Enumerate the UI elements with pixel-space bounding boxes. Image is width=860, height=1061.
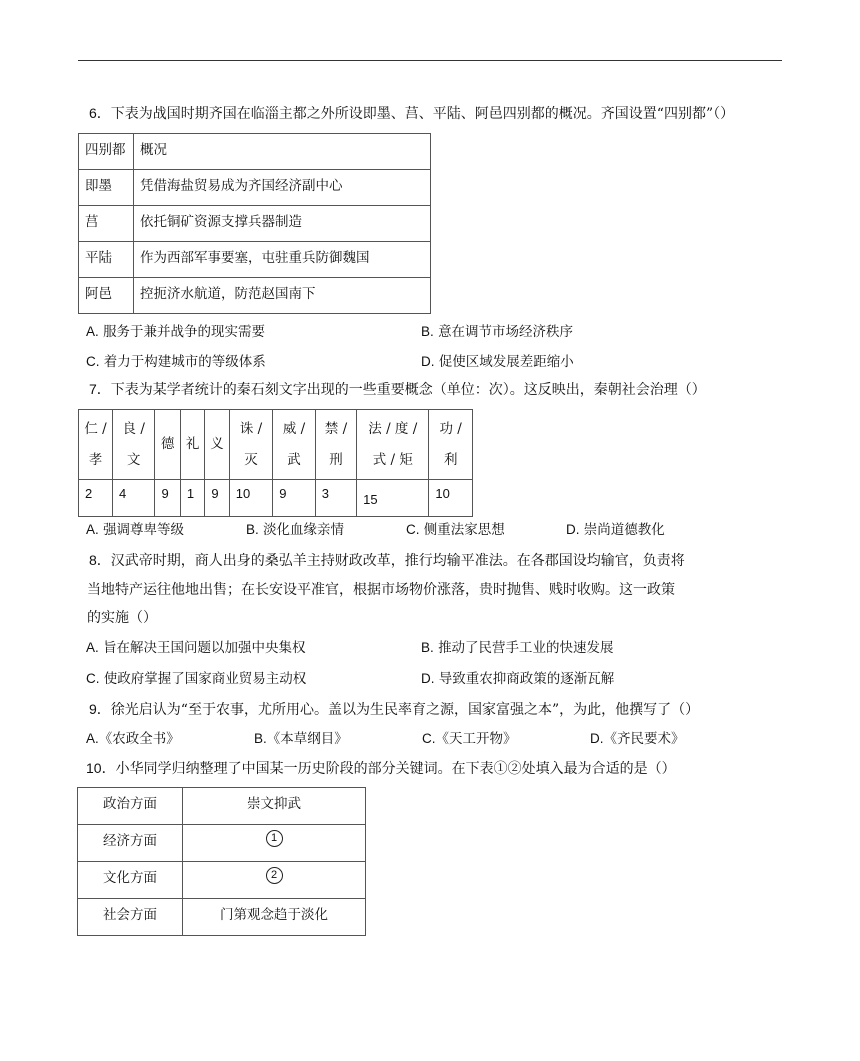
table-row <box>79 480 473 517</box>
question-8-stem-line-2: 当地特产运往他地出售；在长安设平准官，根据市场物价涨落，贵时抛售、贱时收购。这一政策 <box>87 582 675 598</box>
table-header-cell: 威 / 武 <box>273 410 315 480</box>
q7-option-c[interactable]: C. 侧重法家思想 <box>406 522 505 538</box>
q9-option-a[interactable]: A.《农政全书》 <box>86 731 180 747</box>
table-cell: 即墨 <box>79 170 134 206</box>
question-7-table <box>78 409 473 517</box>
table-row <box>78 788 366 825</box>
table-row <box>78 899 366 936</box>
question-6-stem: 6．下表为战国时期齐国在临淄主都之外所设即墨、莒、平陆、阿邑四别都的概况。齐国设置“四别都”（） <box>89 105 735 122</box>
table-cell: 9 <box>205 480 229 517</box>
q6-option-b[interactable]: B. 意在调节市场经济秩序 <box>421 324 574 340</box>
table-cell: 9 <box>273 480 315 517</box>
q7-option-d[interactable]: D. 崇尚道德教化 <box>566 522 665 538</box>
table-cell: 10 <box>429 480 473 517</box>
q7-option-b[interactable]: B. 淡化血缘亲情 <box>246 522 345 538</box>
question-number: 6． <box>89 105 111 121</box>
table-cell: 经济方面 <box>78 825 183 862</box>
q6-option-d[interactable]: D. 促使区域发展差距缩小 <box>421 354 574 370</box>
table-cell: 阿邑 <box>79 278 134 314</box>
blank-marker-2: 2 <box>266 867 283 884</box>
q6-option-a[interactable]: A. 服务于兼并战争的现实需要 <box>86 324 266 340</box>
table-cell: 2 <box>79 480 113 517</box>
question-6-table <box>78 133 431 314</box>
table-header-cell: 礼 <box>180 410 204 480</box>
table-row <box>79 278 431 314</box>
table-cell: 四别都 <box>79 134 134 170</box>
header-rule <box>78 60 782 61</box>
question-number: 10． <box>86 760 116 776</box>
table-row <box>79 242 431 278</box>
q6-option-c[interactable]: C. 着力于构建城市的等级体系 <box>86 354 266 370</box>
table-header-cell: 法 / 度 / 式 / 矩 <box>357 410 429 480</box>
table-cell: 控扼济水航道，防范赵国南下 <box>134 278 431 314</box>
table-row <box>78 862 366 899</box>
table-row <box>79 206 431 242</box>
blank-marker-1: 1 <box>266 830 283 847</box>
table-cell: 平陆 <box>79 242 134 278</box>
table-header-cell: 良 / 文 <box>112 410 154 480</box>
table-header-cell: 德 <box>155 410 180 480</box>
question-number: 7． <box>89 381 111 397</box>
table-row <box>79 410 473 480</box>
table-cell: 崇文抑武 <box>183 788 366 825</box>
table-cell: 10 <box>229 480 273 517</box>
table-header-cell: 仁 / 孝 <box>79 410 113 480</box>
q9-option-d[interactable]: D.《齐民要术》 <box>590 731 685 747</box>
table-cell: 15 <box>357 480 429 517</box>
question-10-table <box>77 787 366 936</box>
question-8-stem-line-1: 8．汉武帝时期，商人出身的桑弘羊主持财政改革，推行均输平准法。在各郡国设均输官，负责将 <box>89 552 685 569</box>
table-row <box>78 825 366 862</box>
q9-option-c[interactable]: C.《天工开物》 <box>422 731 517 747</box>
question-8-stem-line-3: 的实施（） <box>87 610 157 626</box>
q8-option-a[interactable]: A. 旨在解决王国问题以加强中央集权 <box>86 640 306 656</box>
table-row <box>79 134 431 170</box>
table-cell: 门第观念趋于淡化 <box>183 899 366 936</box>
table-row <box>79 170 431 206</box>
table-header-cell: 禁 / 刑 <box>315 410 356 480</box>
table-cell: 4 <box>112 480 154 517</box>
q7-option-a[interactable]: A. 强调尊卑等级 <box>86 522 185 538</box>
table-cell: 3 <box>315 480 356 517</box>
table-cell: 莒 <box>79 206 134 242</box>
table-cell: 作为西部军事要塞，屯驻重兵防御魏国 <box>134 242 431 278</box>
table-cell <box>183 862 366 899</box>
question-number: 9． <box>89 701 111 717</box>
table-header-cell: 功 / 利 <box>429 410 473 480</box>
table-cell: 9 <box>155 480 180 517</box>
question-9-stem: 9．徐光启认为“至于农事，尤所用心。盖以为生民率育之源，国家富强之本”，为此，他撰写了（） <box>89 701 700 718</box>
table-cell: 依托铜矿资源支撑兵器制造 <box>134 206 431 242</box>
question-7-stem: 7．下表为某学者统计的秦石刻文字出现的一些重要概念（单位：次）。这反映出，秦朝社会治理（） <box>89 381 706 398</box>
table-cell: 概况 <box>134 134 431 170</box>
q8-option-b[interactable]: B. 推动了民营手工业的快速发展 <box>421 640 614 656</box>
question-10-stem: 10．小华同学归纳整理了中国某一历史阶段的部分关键词。在下表①②处填入最为合适的是（） <box>86 760 676 777</box>
table-header-cell: 诛 / 灭 <box>229 410 273 480</box>
table-header-cell: 义 <box>205 410 229 480</box>
table-cell: 社会方面 <box>78 899 183 936</box>
table-cell: 政治方面 <box>78 788 183 825</box>
q9-option-b[interactable]: B.《本草纲目》 <box>254 731 348 747</box>
q8-option-c[interactable]: C. 使政府掌握了国家商业贸易主动权 <box>86 671 307 687</box>
table-cell: 凭借海盐贸易成为齐国经济副中心 <box>134 170 431 206</box>
q8-option-d[interactable]: D. 导致重农抑商政策的逐渐瓦解 <box>421 671 615 687</box>
table-cell: 文化方面 <box>78 862 183 899</box>
table-cell <box>183 825 366 862</box>
table-cell: 1 <box>180 480 204 517</box>
question-number: 8． <box>89 552 111 568</box>
